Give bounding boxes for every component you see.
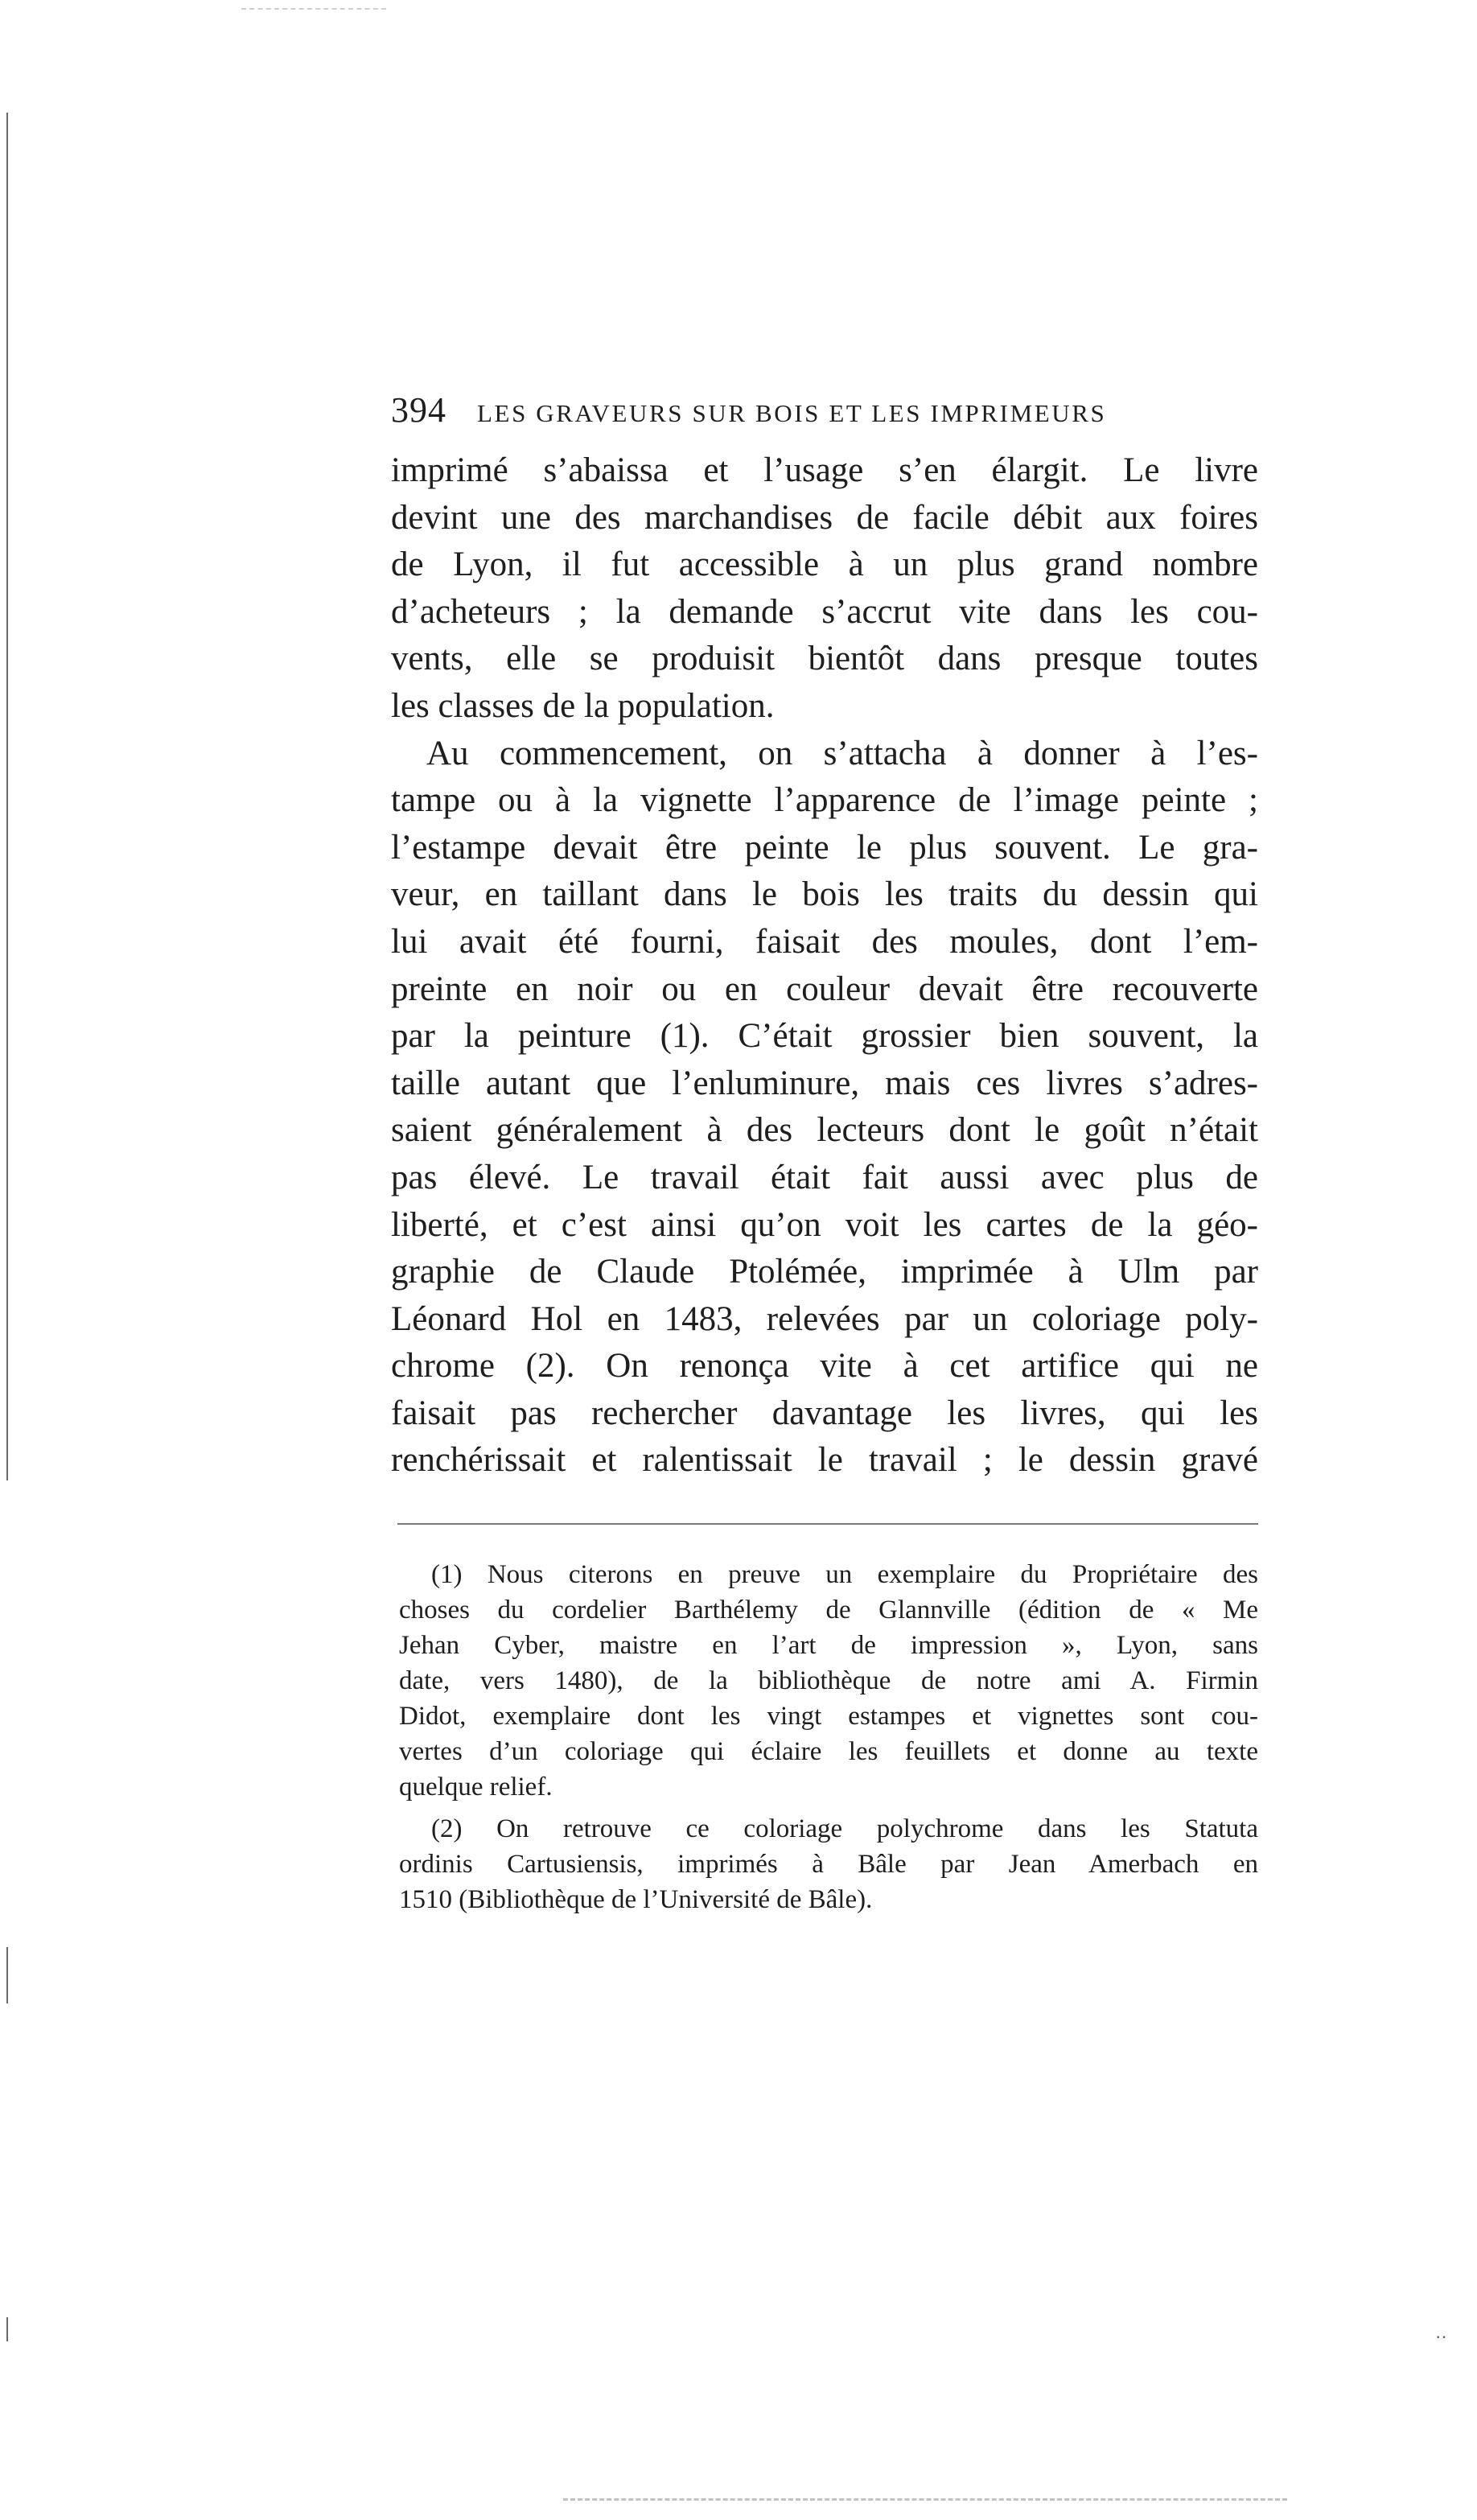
text-line: liberté, et c’est ainsi qu’on voit les cartes de la géo- — [391, 1205, 1258, 1244]
text-line: taille autant que l’enluminure, mais ces livres s’adres- — [391, 1064, 1258, 1102]
footnote-2 — [399, 1811, 1258, 1917]
footnote-1 — [399, 1557, 1258, 1805]
text-line: Léonard Hol en 1483, relevées par un coloriage poly- — [391, 1299, 1258, 1338]
text-line: imprimé s’abaissa et l’usage s’en élargit. Le livre — [391, 451, 1258, 489]
text-line: lui avait été fourni, faisait des moules, dont l’em- — [391, 922, 1258, 961]
footnote-line: ordinis Cartusiensis, imprimés à Bâle par Jean Amerbach en — [399, 1850, 1258, 1879]
text-line: devint une des marchandises de facile débit aux foires — [391, 498, 1258, 537]
scan-edge-mark — [6, 2317, 8, 2341]
footnote-line: choses du cordelier Barthélemy de Glannville (édition de « Me — [399, 1596, 1258, 1624]
footnotes — [399, 1557, 1258, 1917]
footnote-line: Didot, exemplaire dont les vingt estampes et vignettes sont cou- — [399, 1702, 1258, 1731]
scan-artifact-dots: ·· — [1435, 2327, 1447, 2347]
text-line: chrome (2). On renonça vite à cet artifice qui ne — [391, 1347, 1258, 1386]
footnote-line: Jehan Cyber, maistre en l’art de impression », Lyon, sans — [399, 1631, 1258, 1660]
footnote-line: 1510 (Bibliothèque de l’Université de Bâle). — [399, 1885, 873, 1914]
footnote-line: quelque relief. — [399, 1773, 553, 1801]
text-line: renchérissait et ralentissait le travail ; le dessin gravé — [391, 1441, 1258, 1480]
footnote-line: (2) On retrouve ce coloriage polychrome dans les Statuta — [431, 1814, 1258, 1843]
scan-artifact-top — [241, 8, 386, 10]
text-line: pas élevé. Le travail était fait aussi avec plus de — [391, 1158, 1258, 1196]
text-line: saient généralement à des lecteurs dont le goût n’était — [391, 1111, 1258, 1150]
text-line: vents, elle se produisit bientôt dans presque toutes — [391, 640, 1258, 678]
scan-artifact-bottom — [563, 2498, 1287, 2504]
footnote-line: date, vers 1480), de la bibliothèque de notre ami A. Firmin — [399, 1666, 1258, 1695]
text-line: preinte en noir ou en couleur devait être recouverte — [391, 970, 1258, 1008]
scan-edge-mark — [6, 113, 8, 1480]
scan-edge-mark — [6, 1947, 8, 2003]
footnote-line: (1) Nous citerons en preuve un exemplaire du Propriétaire des — [431, 1560, 1258, 1589]
text-line: veur, en taillant dans le bois les traits du dessin qui — [391, 875, 1258, 914]
text-line: faisait pas rechercher davantage les livres, qui les — [391, 1394, 1258, 1432]
main-text — [391, 447, 1258, 1484]
text-line: graphie de Claude Ptolémée, imprimée à Ulm par — [391, 1253, 1258, 1291]
footnote-rule — [397, 1523, 1258, 1525]
text-line: l’estampe devait être peinte le plus souvent. Le gra- — [391, 828, 1258, 867]
text-line: de Lyon, il fut accessible à un plus grand nombre — [391, 546, 1258, 584]
text-line: les classes de la population. — [391, 686, 775, 725]
text-line: d’acheteurs ; la demande s’accrut vite dans les cou- — [391, 592, 1258, 631]
running-head — [391, 389, 1260, 438]
page-number: 394 — [391, 390, 446, 430]
footnote-line: vertes d’un coloriage qui éclaire les feuillets et donne au texte — [399, 1737, 1258, 1766]
text-line: Au commencement, on s’attacha à donner à l’es- — [426, 734, 1258, 772]
running-title: LES GRAVEURS SUR BOIS ET LES IMPRIMEURS — [477, 399, 1107, 427]
text-line: par la peinture (1). C’était grossier bien souvent, la — [391, 1017, 1258, 1056]
text-line: tampe ou à la vignette l’apparence de l’image peinte ; — [391, 781, 1258, 820]
